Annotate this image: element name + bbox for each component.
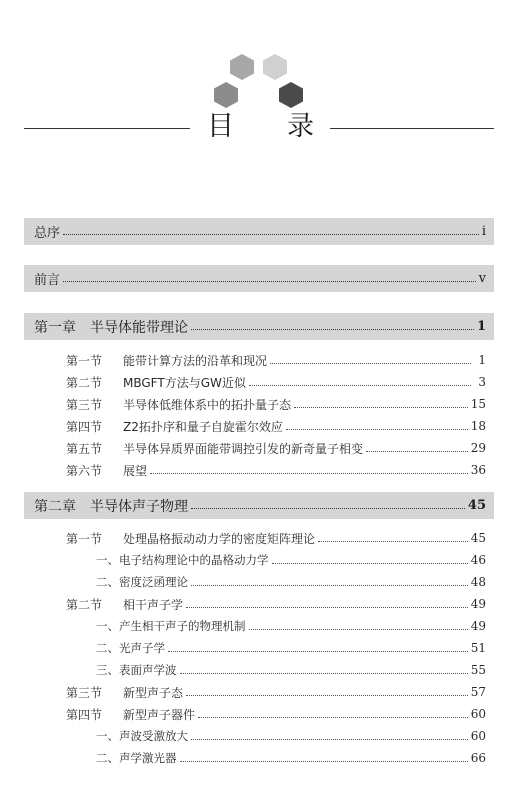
leader-dots — [249, 385, 471, 386]
section-title: 处理晶格振动动力学的密度矩阵理论 — [123, 531, 316, 546]
chapter-label: 第一章 半导体能带理论 — [34, 319, 188, 336]
subsection-title: 二、声学激光器 — [96, 751, 177, 765]
entry-label: 前言 — [34, 273, 61, 288]
chapter-page: 45 — [467, 498, 486, 513]
leader-dots — [180, 761, 468, 762]
toc-entry-preface[interactable] — [24, 265, 494, 292]
section-title: 新型声子态 — [123, 685, 184, 700]
subsection-page: 51 — [470, 641, 486, 655]
entry-label: 总序 — [34, 226, 61, 241]
leader-dots — [249, 629, 468, 630]
leader-dots — [191, 508, 465, 509]
leader-dots — [186, 695, 468, 696]
subsection-page: 66 — [470, 751, 486, 765]
subsection-title: 二、密度泛函理论 — [96, 575, 188, 589]
section-title: 半导体低维体系中的拓扑量子态 — [123, 397, 292, 412]
toc-chapter-1[interactable] — [24, 313, 494, 340]
section-number: 第二节 — [66, 597, 103, 612]
subsection-page: 48 — [470, 575, 486, 589]
section-number: 第四节 — [66, 419, 103, 434]
section-page: 3 — [478, 375, 486, 389]
section-title: MBGFT方法与GW近似 — [123, 375, 246, 390]
leader-dots — [191, 585, 468, 586]
toc-subsection[interactable] — [96, 571, 486, 593]
section-page: 49 — [470, 597, 486, 611]
toc-subsection[interactable] — [96, 747, 486, 769]
leader-dots — [270, 363, 471, 364]
leader-dots — [318, 541, 468, 542]
section-page: 57 — [470, 685, 486, 699]
leader-dots — [191, 739, 468, 740]
section-number: 第一节 — [66, 531, 103, 546]
section-title: Z2拓扑序和量子自旋霍尔效应 — [123, 419, 283, 434]
entry-page: i — [481, 224, 486, 239]
toc-section[interactable] — [66, 593, 486, 615]
section-title: 展望 — [123, 463, 148, 478]
title-char-1: 目 — [207, 111, 234, 142]
hexagon-decoration-icon — [0, 0, 521, 115]
section-number: 第三节 — [66, 397, 103, 412]
subsection-page: 46 — [470, 553, 486, 567]
section-title: 新型声子器件 — [123, 707, 196, 722]
subsection-title: 二、光声子学 — [96, 641, 165, 655]
section-title: 相干声子学 — [123, 597, 184, 612]
leader-dots — [150, 473, 468, 474]
subsection-page: 60 — [470, 729, 486, 743]
section-title: 半导体异质界面能带调控引发的新奇量子相变 — [123, 441, 364, 456]
section-number: 第六节 — [66, 463, 103, 478]
title-rule-right — [330, 128, 494, 129]
title-rule-left — [24, 128, 190, 129]
leader-dots — [63, 234, 479, 235]
subsection-title: 一、电子结构理论中的晶格动力学 — [96, 553, 269, 567]
hexagon-dark-icon — [279, 82, 303, 108]
toc-subsection[interactable] — [96, 637, 486, 659]
hexagon-mid-icon — [214, 82, 238, 108]
leader-dots — [366, 451, 468, 452]
chapter-page: 1 — [476, 319, 486, 334]
toc-section[interactable] — [66, 349, 486, 371]
section-number: 第二节 — [66, 375, 103, 390]
subsection-title: 三、表面声学波 — [96, 663, 177, 677]
leader-dots — [168, 651, 468, 652]
section-number: 第一节 — [66, 353, 103, 368]
leader-dots — [286, 429, 468, 430]
section-page: 29 — [470, 441, 486, 455]
toc-chapter-2[interactable] — [24, 492, 494, 519]
toc-subsection[interactable] — [96, 725, 486, 747]
leader-dots — [63, 281, 476, 282]
toc-section[interactable] — [66, 681, 486, 703]
toc-subsection[interactable] — [96, 615, 486, 637]
toc-section[interactable] — [66, 527, 486, 549]
toc-section[interactable] — [66, 415, 486, 437]
toc-section[interactable] — [66, 703, 486, 725]
leader-dots — [180, 673, 468, 674]
leader-dots — [294, 407, 468, 408]
section-page: 60 — [470, 707, 486, 721]
subsection-page: 55 — [470, 663, 486, 677]
toc-subsection[interactable] — [96, 549, 486, 571]
toc-section[interactable] — [66, 393, 486, 415]
leader-dots — [272, 563, 468, 564]
section-title: 能带计算方法的沿革和现况 — [123, 353, 268, 368]
toc-entry-general-preface[interactable] — [24, 218, 494, 245]
toc-section[interactable] — [66, 437, 486, 459]
toc-section[interactable] — [66, 459, 486, 481]
toc-subsection[interactable] — [96, 659, 486, 681]
section-number: 第三节 — [66, 685, 103, 700]
section-number: 第四节 — [66, 707, 103, 722]
leader-dots — [186, 607, 468, 608]
section-page: 45 — [470, 531, 486, 545]
entry-page: v — [478, 271, 486, 286]
section-page: 36 — [470, 463, 486, 477]
subsection-page: 49 — [470, 619, 486, 633]
section-number: 第五节 — [66, 441, 103, 456]
page-title — [0, 108, 521, 148]
title-char-2: 录 — [287, 111, 314, 142]
section-page: 18 — [470, 419, 486, 433]
leader-dots — [191, 329, 474, 330]
leader-dots — [198, 717, 468, 718]
section-page: 1 — [478, 353, 486, 367]
hexagon-light-icon — [230, 54, 254, 80]
toc-section[interactable] — [66, 371, 486, 393]
subsection-title: 一、产生相干声子的物理机制 — [96, 619, 246, 633]
section-page: 15 — [470, 397, 486, 411]
chapter-label: 第二章 半导体声子物理 — [34, 498, 188, 515]
hexagon-lighter-icon — [263, 54, 287, 80]
subsection-title: 一、声波受激放大 — [96, 729, 188, 743]
